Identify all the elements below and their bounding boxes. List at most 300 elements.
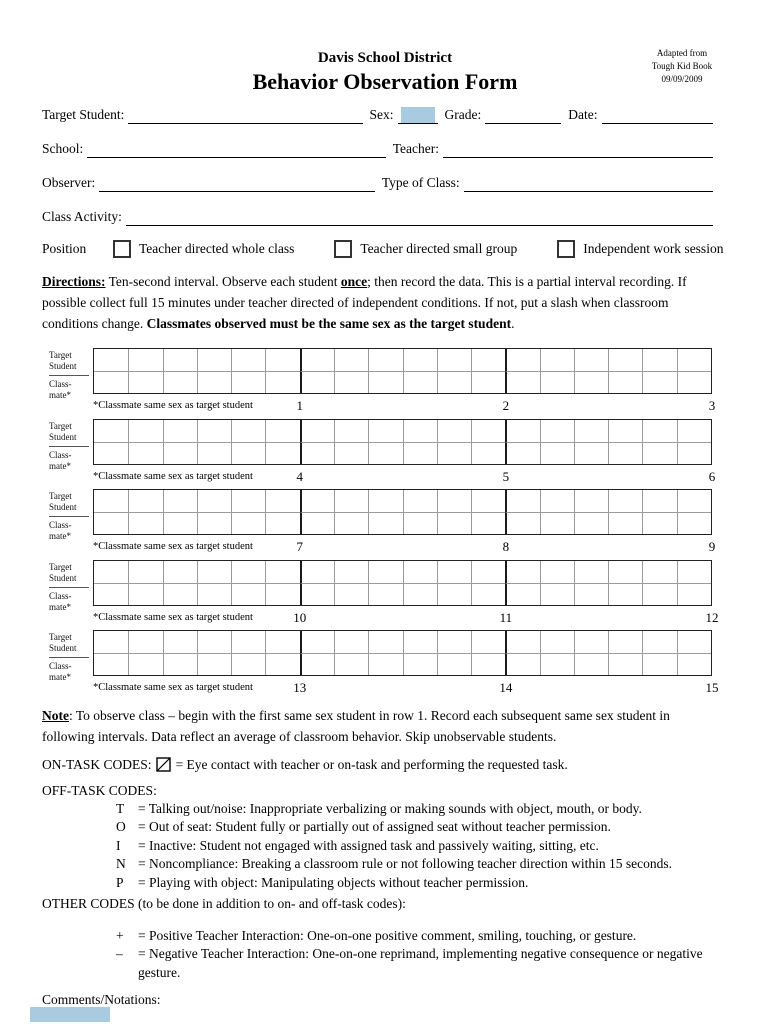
grid-cell[interactable] (574, 653, 608, 675)
band-2-row-header (49, 421, 91, 472)
grid-cell[interactable] (231, 349, 265, 371)
target-student-row-label: Target Student (49, 350, 89, 376)
grid-cell[interactable] (197, 512, 231, 534)
code-description: = Positive Teacher Interaction: One-on-one positive comment, smiling, touching, or gesture. (138, 928, 637, 944)
grid-cell[interactable] (608, 631, 642, 653)
directions-label: Directions: (42, 274, 106, 289)
grid-cell[interactable] (677, 490, 711, 512)
grid-cell[interactable] (231, 653, 265, 675)
on-task-desc: = Eye contact with teacher or on-task and performing the requested task. (175, 757, 568, 772)
adapted-from-line1: Adapted from (656, 48, 708, 58)
grid-cell[interactable] (471, 583, 505, 605)
minute-marker: 3 (708, 398, 716, 413)
grid-cell[interactable] (231, 442, 265, 464)
teacher-label: Teacher: (392, 141, 439, 156)
band-4-interval-grid (93, 560, 712, 606)
grid-cell[interactable] (471, 371, 505, 393)
code-letter: – (116, 946, 123, 962)
grid-cell[interactable] (128, 653, 162, 675)
grid-cell[interactable] (231, 371, 265, 393)
code-description: = Noncompliance: Breaking a classroom rule or not following teacher direction within 15 seconds. (138, 856, 672, 872)
grid-cell[interactable] (471, 653, 505, 675)
grid-cell[interactable] (334, 512, 368, 534)
directions-text-2: ; then record the data. This is a partial interval recording. If possible collect full 15 minutes under teacher directed of independent conditions. If not, put a slash when classroom conditions change. (42, 274, 687, 331)
grid-cell[interactable] (94, 631, 128, 653)
grid-cell[interactable] (403, 371, 437, 393)
teacher-field[interactable] (443, 139, 713, 158)
grid-cell[interactable] (94, 442, 128, 464)
minute-marker: 1 (296, 398, 303, 413)
grid-cell[interactable] (437, 490, 471, 512)
grid-cell[interactable] (368, 561, 402, 583)
minute-marker: 2 (502, 398, 510, 413)
grid-cell[interactable] (608, 349, 642, 371)
grid-cell[interactable] (163, 371, 197, 393)
row-target-student (42, 104, 713, 124)
grid-cell[interactable] (163, 490, 197, 512)
minute-marker: 4 (296, 469, 303, 484)
other-item-negative (42, 945, 721, 982)
row-school-teacher (42, 138, 713, 158)
grid-cell[interactable] (608, 420, 642, 442)
classmate-footnote: *Classmate same sex as target student (93, 400, 253, 411)
grid-cell[interactable] (608, 653, 642, 675)
note-text: : To observe class – begin with the first same sex student in row 1. Record each subsequent same sex student in following intervals. Data reflect an average of classroom behavior. Skip unobservable students. (42, 708, 670, 744)
off-task-item-I (42, 837, 721, 855)
grid-cell[interactable] (642, 561, 676, 583)
grid-cell[interactable] (540, 512, 574, 534)
minute-marker: 12 (705, 610, 719, 625)
grid-cell[interactable] (265, 653, 299, 675)
grid-cell[interactable] (642, 442, 676, 464)
position-option-whole-class (113, 240, 294, 258)
grid-cell[interactable] (300, 631, 334, 653)
target-student-row-label: Target Student (49, 562, 89, 588)
grid-cell[interactable] (677, 561, 711, 583)
code-description: = Inactive: Student not engaged with assigned task and passively waiting, sitting, etc. (138, 837, 599, 853)
grid-cell[interactable] (677, 349, 711, 371)
note-label: Note (42, 708, 69, 723)
grid-cell[interactable] (403, 420, 437, 442)
minute-marker: 6 (708, 469, 716, 484)
grid-cell[interactable] (300, 420, 334, 442)
page-title: Behavior Observation Form (252, 69, 518, 94)
off-task-item-T (42, 800, 721, 818)
grid-cell[interactable] (403, 490, 437, 512)
grid-cell[interactable] (574, 420, 608, 442)
band-3-caption (93, 539, 716, 554)
grid-cell[interactable] (300, 561, 334, 583)
grid-cell[interactable] (642, 512, 676, 534)
grid-cell[interactable] (403, 349, 437, 371)
type-of-class-label: Type of Class: (381, 175, 460, 190)
grid-cell[interactable] (437, 442, 471, 464)
observation-band-4 (0, 560, 770, 627)
grid-cell[interactable] (368, 512, 402, 534)
grid-cell[interactable] (94, 512, 128, 534)
band-3-interval-grid (93, 489, 712, 535)
grid-cell[interactable] (231, 490, 265, 512)
grid-cell[interactable] (642, 371, 676, 393)
position-row (42, 240, 763, 258)
grid-cell[interactable] (437, 512, 471, 534)
other-item-positive (42, 927, 721, 945)
grid-cell[interactable] (437, 349, 471, 371)
grid-cell[interactable] (608, 583, 642, 605)
grid-cell[interactable] (403, 583, 437, 605)
grid-cell[interactable] (403, 561, 437, 583)
minute-marker: 9 (708, 539, 716, 554)
on-task-codes-label: ON-TASK CODES: (42, 757, 152, 772)
grid-cell[interactable] (574, 490, 608, 512)
district-title: Davis School District (317, 50, 453, 66)
grid-cell[interactable] (94, 371, 128, 393)
grid-cell[interactable] (300, 349, 334, 371)
grid-cell[interactable] (94, 583, 128, 605)
grid-cell[interactable] (540, 631, 574, 653)
grid-cell[interactable] (471, 561, 505, 583)
grid-cell[interactable] (128, 631, 162, 653)
grid-cell[interactable] (197, 631, 231, 653)
grid-cell[interactable] (163, 420, 197, 442)
grid-cell[interactable] (608, 561, 642, 583)
grid-cell[interactable] (540, 583, 574, 605)
grid-cell[interactable] (574, 583, 608, 605)
code-description: = Talking out/noise: Inappropriate verbalizing or making sounds with object, mouth, or body. (138, 801, 642, 816)
grid-cell[interactable] (334, 420, 368, 442)
grid-cell[interactable] (265, 631, 299, 653)
grid-cell[interactable] (642, 349, 676, 371)
grid-cell[interactable] (642, 490, 676, 512)
grid-cell[interactable] (128, 349, 162, 371)
sex-field-highlight[interactable] (401, 107, 435, 123)
grid-cell[interactable] (505, 371, 539, 393)
grid-cell[interactable] (608, 512, 642, 534)
grid-cell[interactable] (677, 583, 711, 605)
grid-cell[interactable] (505, 631, 539, 653)
classmate-row-label: Class-mate* (49, 661, 72, 682)
code-letter: N (116, 856, 126, 872)
grid-cell[interactable] (540, 420, 574, 442)
directions-once: once (340, 274, 368, 289)
code-letter: I (116, 837, 121, 853)
minute-marker: 10 (293, 610, 307, 625)
code-letter: T (116, 801, 125, 816)
grid-cell[interactable] (471, 349, 505, 371)
comments-field-highlight[interactable] (30, 1007, 110, 1022)
off-task-codes-header: OFF-TASK CODES: (42, 782, 157, 798)
adapted-from-line3: 09/09/2009 (661, 74, 703, 84)
grid-cell[interactable] (231, 420, 265, 442)
observer-label: Observer: (42, 175, 96, 190)
position-option-independent (557, 240, 723, 258)
sex-field[interactable] (398, 105, 438, 124)
target-student-row-label: Target Student (49, 632, 89, 658)
grid-cell[interactable] (265, 442, 299, 464)
grid-cell[interactable] (128, 561, 162, 583)
minute-marker: 7 (296, 539, 303, 554)
grid-cell[interactable] (300, 512, 334, 534)
type-of-class-field[interactable] (464, 173, 713, 192)
date-field[interactable] (602, 105, 713, 124)
grid-cell[interactable] (437, 371, 471, 393)
classmate-footnote: *Classmate same sex as target student (93, 682, 253, 693)
grid-cell[interactable] (403, 512, 437, 534)
other-codes-header: OTHER CODES (to be done in addition to on- and off-task codes): (42, 896, 406, 912)
classmate-footnote: *Classmate same sex as target student (93, 471, 253, 482)
classmate-row-label: Class-mate* (49, 379, 72, 400)
grid-cell[interactable] (642, 653, 676, 675)
grid-cell[interactable] (677, 653, 711, 675)
directions-bold-sentence: Classmates observed must be the same sex as the target student (146, 316, 512, 331)
grid-cell[interactable] (197, 653, 231, 675)
off-task-item-P (42, 874, 721, 892)
grid-cell[interactable] (368, 371, 402, 393)
comments-label: Comments/Notations: (42, 992, 161, 1008)
grid-cell[interactable] (368, 420, 402, 442)
grid-cell[interactable] (677, 512, 711, 534)
grid-cell[interactable] (265, 512, 299, 534)
code-letter: P (116, 874, 124, 890)
grid-cell[interactable] (197, 420, 231, 442)
grid-cell[interactable] (368, 442, 402, 464)
grid-cell[interactable] (437, 561, 471, 583)
whole-class-label: Teacher directed whole class (139, 241, 295, 256)
grid-cell[interactable] (505, 349, 539, 371)
band-3-row-header (49, 491, 91, 542)
small-group-checkbox[interactable] (334, 240, 352, 258)
note-paragraph (42, 706, 721, 747)
grid-cell[interactable] (677, 442, 711, 464)
grid-cell[interactable] (334, 583, 368, 605)
grid-cell[interactable] (403, 442, 437, 464)
grid-cell[interactable] (368, 349, 402, 371)
slashed-box-icon (156, 757, 171, 772)
sex-label: Sex: (369, 107, 394, 122)
grid-cell[interactable] (574, 371, 608, 393)
grid-cell[interactable] (163, 512, 197, 534)
grid-cell[interactable] (231, 583, 265, 605)
grid-cell[interactable] (574, 442, 608, 464)
grid-cell[interactable] (300, 490, 334, 512)
grid-cell[interactable] (368, 490, 402, 512)
grid-cell[interactable] (197, 442, 231, 464)
minute-marker: 15 (705, 680, 719, 695)
band-5-interval-grid (93, 630, 712, 676)
grid-cell[interactable] (437, 631, 471, 653)
grid-cell[interactable] (197, 583, 231, 605)
grid-cell[interactable] (574, 561, 608, 583)
minute-marker: 13 (293, 680, 307, 695)
directions-text-1: Ten-second interval. Observe each student (105, 274, 341, 289)
band-4-caption (93, 610, 719, 625)
grid-cell[interactable] (368, 583, 402, 605)
grid-cell[interactable] (540, 490, 574, 512)
grid-cell[interactable] (128, 583, 162, 605)
grid-cell[interactable] (94, 561, 128, 583)
band-2-caption (93, 469, 716, 484)
classmate-row-label: Class-mate* (49, 450, 72, 471)
grid-cell[interactable] (163, 561, 197, 583)
grid-cell[interactable] (163, 349, 197, 371)
grid-cell[interactable] (574, 512, 608, 534)
grid-cell[interactable] (334, 561, 368, 583)
grid-cell[interactable] (231, 512, 265, 534)
grid-cell[interactable] (265, 561, 299, 583)
grid-cell[interactable] (608, 442, 642, 464)
target-student-field[interactable] (128, 105, 362, 124)
minute-marker: 8 (502, 539, 510, 554)
grid-cell[interactable] (368, 631, 402, 653)
directions-period: . (511, 316, 515, 331)
grid-cell[interactable] (231, 631, 265, 653)
class-activity-label: Class Activity: (42, 209, 122, 224)
grid-cell[interactable] (471, 442, 505, 464)
grid-cell[interactable] (94, 653, 128, 675)
grid-cell[interactable] (163, 653, 197, 675)
grid-cell[interactable] (574, 631, 608, 653)
grid-cell[interactable] (505, 442, 539, 464)
band-2-interval-grid (93, 419, 712, 465)
grid-cell[interactable] (608, 371, 642, 393)
codes-section (42, 706, 721, 1024)
row-class-activity (42, 206, 713, 226)
grid-cell[interactable] (677, 371, 711, 393)
grid-cell[interactable] (334, 371, 368, 393)
row-observer-class (42, 172, 713, 192)
grid-cell[interactable] (505, 583, 539, 605)
grid-cell[interactable] (128, 490, 162, 512)
grid-cell[interactable] (197, 490, 231, 512)
grid-cell[interactable] (163, 442, 197, 464)
grid-cell[interactable] (300, 371, 334, 393)
minute-marker: 11 (499, 610, 513, 625)
observer-field[interactable] (99, 173, 375, 192)
position-label: Position (42, 241, 87, 256)
school-label: School: (42, 141, 84, 156)
grid-cell[interactable] (471, 631, 505, 653)
grid-cell[interactable] (540, 561, 574, 583)
grid-cell[interactable] (265, 371, 299, 393)
grid-cell[interactable] (642, 583, 676, 605)
grid-cell[interactable] (265, 420, 299, 442)
grid-cell[interactable] (642, 420, 676, 442)
grid-cell[interactable] (334, 442, 368, 464)
grade-label: Grade: (444, 107, 482, 122)
grid-cell[interactable] (265, 490, 299, 512)
band-5-row-header (49, 632, 91, 683)
grid-cell[interactable] (334, 631, 368, 653)
grid-cell[interactable] (437, 420, 471, 442)
grid-cell[interactable] (540, 371, 574, 393)
code-description: = Negative Teacher Interaction: One-on-one reprimand, implementing negative consequence or negative gesture. (138, 946, 703, 980)
grid-cell[interactable] (197, 371, 231, 393)
minute-marker: 5 (502, 469, 510, 484)
grid-cell[interactable] (540, 349, 574, 371)
grid-cell[interactable] (505, 561, 539, 583)
grid-cell[interactable] (505, 490, 539, 512)
grid-cell[interactable] (471, 512, 505, 534)
grid-cell[interactable] (300, 583, 334, 605)
independent-label: Independent work session (583, 241, 724, 256)
independent-checkbox[interactable] (557, 240, 575, 258)
whole-class-checkbox[interactable] (113, 240, 131, 258)
grid-cell[interactable] (403, 653, 437, 675)
grid-cell[interactable] (94, 349, 128, 371)
classmate-row-label: Class-mate* (49, 520, 72, 541)
code-description: = Out of seat: Student fully or partially out of assigned seat without teacher permission. (138, 819, 611, 835)
grid-cell[interactable] (128, 442, 162, 464)
grid-cell[interactable] (163, 631, 197, 653)
grid-cell[interactable] (471, 420, 505, 442)
grid-cell[interactable] (334, 490, 368, 512)
grid-cell[interactable] (642, 631, 676, 653)
adapted-from-note (640, 47, 724, 86)
grid-cell[interactable] (128, 512, 162, 534)
grid-cell[interactable] (197, 349, 231, 371)
grid-cell[interactable] (265, 349, 299, 371)
grid-cell[interactable] (540, 442, 574, 464)
observation-band-3 (0, 489, 770, 556)
grid-cell[interactable] (163, 583, 197, 605)
code-description: = Playing with object: Manipulating objects without teacher permission. (138, 874, 529, 890)
school-field[interactable] (87, 139, 385, 158)
grid-cell[interactable] (505, 512, 539, 534)
grid-cell[interactable] (334, 653, 368, 675)
grid-cell[interactable] (403, 631, 437, 653)
classmate-footnote: *Classmate same sex as target student (93, 612, 253, 623)
grid-cell[interactable] (128, 371, 162, 393)
band-1-caption (93, 398, 716, 413)
date-label: Date: (568, 107, 598, 122)
code-letter: O (116, 819, 126, 835)
grid-cell[interactable] (368, 653, 402, 675)
band-4-row-header (49, 562, 91, 613)
grid-cell[interactable] (608, 490, 642, 512)
class-activity-field[interactable] (126, 207, 713, 226)
grid-cell[interactable] (540, 653, 574, 675)
band-5-caption (93, 680, 719, 695)
target-student-row-label: Target Student (49, 491, 89, 517)
on-task-codes-line (42, 755, 721, 776)
classmate-row-label: Class-mate* (49, 591, 72, 612)
grid-cell[interactable] (505, 420, 539, 442)
grid-cell[interactable] (231, 561, 265, 583)
grid-cell[interactable] (94, 420, 128, 442)
grid-cell[interactable] (197, 561, 231, 583)
grid-cell[interactable] (94, 490, 128, 512)
grid-cell[interactable] (128, 420, 162, 442)
grid-cell[interactable] (574, 349, 608, 371)
grid-cell[interactable] (437, 653, 471, 675)
off-task-item-O (42, 818, 721, 836)
grid-cell[interactable] (677, 420, 711, 442)
grid-cell[interactable] (300, 442, 334, 464)
grid-cell[interactable] (300, 653, 334, 675)
grid-cell[interactable] (677, 631, 711, 653)
minute-marker: 14 (499, 680, 513, 695)
observation-band-2 (0, 419, 770, 486)
grid-cell[interactable] (334, 349, 368, 371)
directions-paragraph (42, 271, 721, 334)
band-1-row-header (49, 350, 91, 401)
grade-field[interactable] (485, 105, 561, 124)
grid-cell[interactable] (505, 653, 539, 675)
grid-cell[interactable] (437, 583, 471, 605)
position-option-small-group (334, 240, 517, 258)
grid-cell[interactable] (471, 490, 505, 512)
grid-cell[interactable] (265, 583, 299, 605)
